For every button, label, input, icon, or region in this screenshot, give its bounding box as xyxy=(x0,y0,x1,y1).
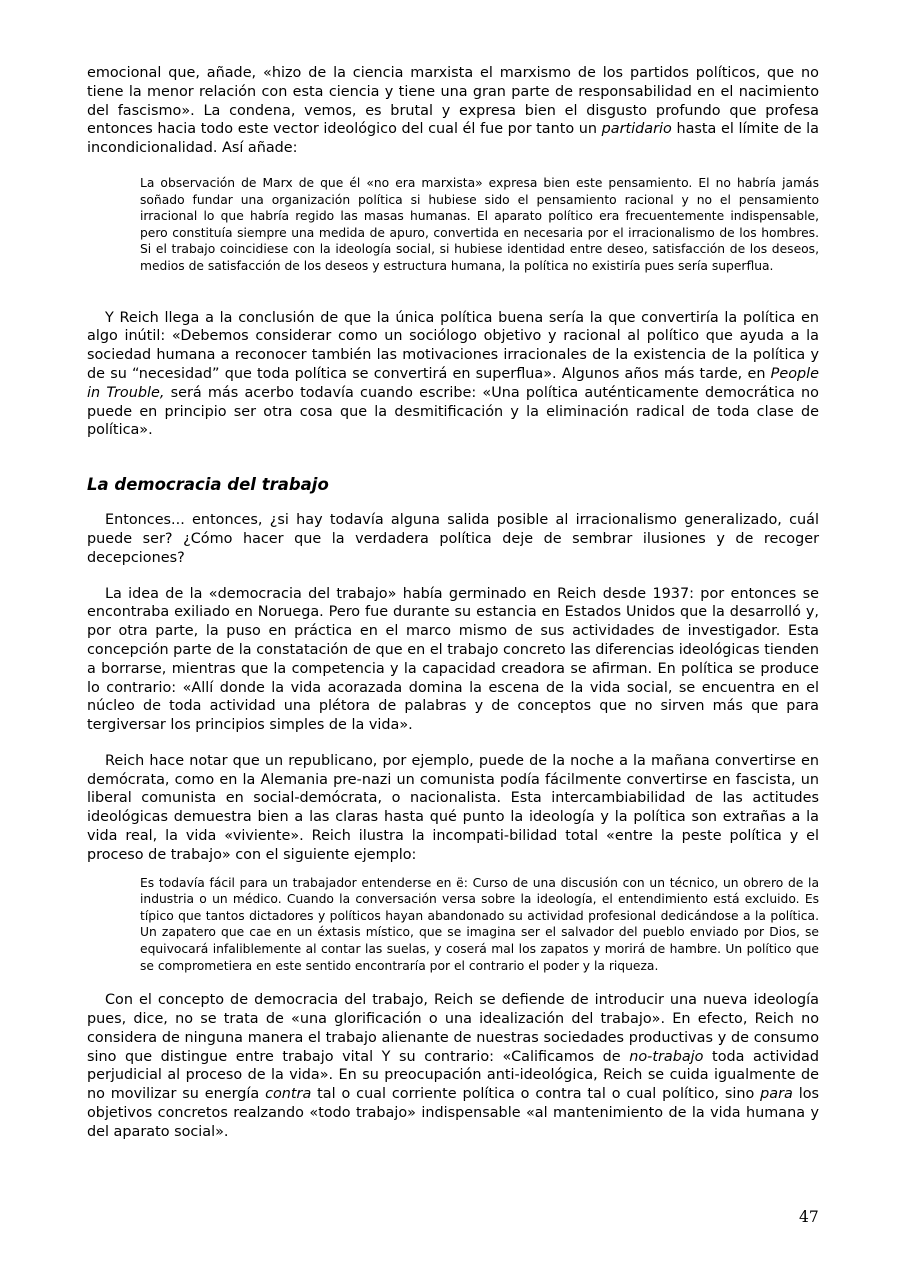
block-quote-1: La observación de Marx de que él «no era marxista» expresa bien este pensamiento. El no habría jamás soñado fundar una organización política si hubiese sido el pensamiento racional y no el pensamiento irracional lo que habría regido las masas humanas. El aparato político era frecuentemente indispensable, pero constituía siempre una medida de apuro, convertida en necesaria por el irracionalismo de los hombres. Si el trabajo coincidiese con la ideología social, si hubiese identidad entre deseo, satisfacción de los deseos, medios de satisfacción de los deseos y estructura humana, la política no existiría pues sería superflua. xyxy=(140,175,819,273)
paragraph-6: Con el concepto de democracia del trabajo, Reich se defiende de introducir una nueva ideología pues, dice, no se trata de «una glorificación o una idealización del trabajo». En efecto, Reich no considera de ninguna manera el trabajo alienante de nuestras sociedades productivas y de consumo sino que distingue entre trabajo vital Y su contrario: «Calificamos de no-trabajo toda actividad perjudicial al proceso de la vida». En su preocupación anti-ideológica, Reich se cuida igualmente de no movilizar su energía contra tal o cual corriente política o contra tal o cual político, sino para los objetivos concretos realzando «todo trabajo» indispensable «al mantenimiento de la vida humana y del aparato social». xyxy=(87,992,820,1140)
section-heading: La democracia del trabajo xyxy=(87,475,329,495)
page-number: 47 xyxy=(799,1208,819,1226)
paragraph-3: Entonces... entonces, ¿si hay todavía alguna salida posible al irracionalismo generalizado, cuál puede ser? ¿Cómo hacer que la verdadera política deje de sembrar ilusiones y de recoger decepciones? xyxy=(87,512,819,566)
emphasis-book-title: People in Trouble, xyxy=(87,365,819,401)
paragraph-2: Y Reich llega a la conclusión de que la única política buena sería la que convertiría la política en algo inútil: «Debemos considerar como un sociólogo objetivo y racional al político que ayuda a la sociedad humana a reconocer también las motivaciones irracionales de la existencia de la política y de su “necesidad” que toda política se convertirá en superflua». Algunos años más tarde, en People in Trouble, será más acerbo todavía cuando escribe: «Una política auténticamente democrática no puede en principio ser otra cosa que la desmitificación y la eliminación radical de toda clase de política». xyxy=(87,309,819,439)
paragraph-5: Reich hace notar que un republicano, por ejemplo, puede de la noche a la mañana convertirse en demócrata, como en la Alemania pre-nazi un comunista podía fácilmente convertirse en fascista, un liberal comunista en social-demócrata, o nacionalista. Esta intercambiabilidad de las actitudes ideológicas demuestra bien a las claras hasta qué punto la ideología y la política son extrañas a la vida real, la vida «viviente». Reich ilustra la incompati-bilidad total «entre la peste política y el proceso de trabajo» con el siguiente ejemplo: xyxy=(87,752,819,863)
block-quote-2: Es todavía fácil para un trabajador entenderse en ë: Curso de una discusión con un técnico, un obrero de la industria o un médico. Cuando la conversación versa sobre la ideología, el entendimiento está excluido. Es típico que tantos dictadores y políticos hayan abandonado su actividad profesional dedicándose a la política. Un zapatero que cae en un éxtasis místico, que se imagina ser el salvador del pueblo enviado por Dios, se equivocará infaliblemente al contar las suelas, y coserá mal los zapatos y morirá de hambre. Un político que se comprometiera en este sentido encontraría por el contrario el poder y la riqueza. xyxy=(140,875,819,973)
emphasis-partidario: partidario xyxy=(601,121,672,138)
paragraph-4: La idea de la «democracia del trabajo» había germinado en Reich desde 1937: por entonces se encontraba exiliado en Noruega. Pero fue durante su estancia en Estados Unidos que la desarrolló y, por otra parte, la puso en práctica en el marco mismo de sus actividades de investigador. Esta concepción parte de la constatación de que en el trabajo concreto las diferencias ideológicas tienden a borrarse, mientras que la competencia y la capacidad creadora se afirman. En política se produce lo contrario: «Allí donde la vida acorazada domina la escena de la vida social, se encuentra en el núcleo de toda actividad una plétora de palabras y de conceptos que no sirven más que para tergiversar los principios simples de la vida». xyxy=(87,585,819,734)
paragraph-1: emocional que, añade, «hizo de la ciencia marxista el marxismo de los partidos políticos, que no tiene la menor relación con esta ciencia y tiene una gran parte de responsabilidad en el nacimiento del fascismo». La condena, vemos, es brutal y expresa bien el disgusto profundo que profesa entonces hacia todo este vector ideológico del cual él fue por tanto un partidario hasta el límite de la incondicionalidad. Así añade: xyxy=(87,65,819,157)
page-content xyxy=(87,64,819,1142)
emphasis-para: para xyxy=(760,1086,793,1103)
emphasis-no-trabajo: no-trabajo xyxy=(629,1048,704,1065)
emphasis-contra: contra xyxy=(265,1086,312,1103)
